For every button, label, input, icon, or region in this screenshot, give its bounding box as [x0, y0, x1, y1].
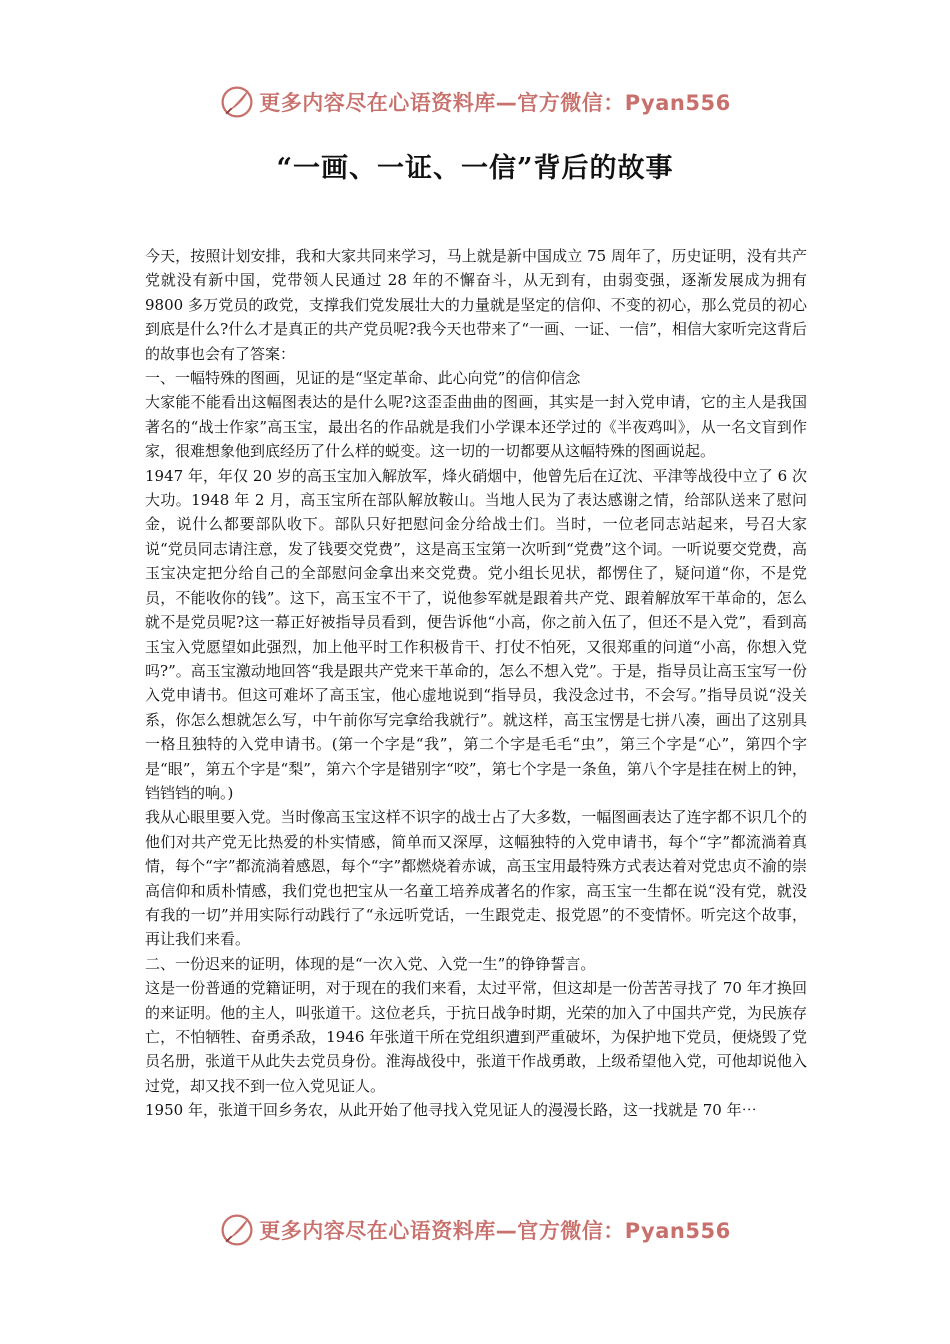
document-title: “一画、一证、一信”背后的故事 — [276, 153, 674, 184]
section-heading-1: 一、一幅特殊的图画，见证的是“坚定革命、此心向党”的信仰信念 — [145, 369, 581, 388]
paragraph: 1947 年，年仅 20 岁的高玉宝加入解放军，烽火硝烟中，他曾先后在辽沈、平津等战役中立了 6 次大功。1948 年 2 月，高玉宝所在部队解放鞍山。当地人民为了表达感谢之情，给部队送来了慰问金，说什么都要部队收下。部队只好把慰问金分给战士们。当时，一位老同志站起来，号召大家说“党员同志请注意，发了钱要交党费”，这是高玉宝第一次听到“党费”这个词。一听说要交党费，高玉宝决定把分给自己的全部慰问金拿出来交党费。党小组长见状，都愣住了，疑问道“你，不是党员，不能收你的钱”。这下，高玉宝不干了，说他参军就是跟着共产党、跟着解放军干革命的，怎么就不是党员呢?这一幕正好被指导员看到，便告诉他“小高，你之前入伍了，但还不是入党”，看到高玉宝入党愿望如此强烈，加上他平时工作积极肯干、打仗不怕死，又很郑重的问道“小高，你想入党吗?”。高玉宝激动地回答“我是跟共产党来干革命的，怎么不想入党”。于是，指导员让高玉宝写一份入党申请书。但这可难坏了高玉宝，他心虚地说到“指导员，我没念过书，不会写。”指导员说“没关系，你怎么想就怎么写，中午前你写完拿给我就行”。就这样，高玉宝愣是七拼八凑，画出了这别具一格且独特的入党申请书。(第一个字是“我”，第二个字是毛毛“虫”，第三个字是“心”，第四个字是“眼”，第五个字是“梨”，第六个字是错别字“咬”，第七个字是一条鱼，第八个字是挂在树上的钟，铛铛铛的响。) — [145, 466, 807, 802]
footer-banner — [0, 1208, 950, 1252]
header-banner-text: 更多内容尽在心语资料库—官方微信：Pyan556 — [259, 91, 731, 115]
paragraph-intro: 今天，按照计划安排，我和大家共同来学习，马上就是新中国成立 75 周年了，历史证明，没有共产党就没有新中国，党带领人民通过 28 年的不懈奋斗，从无到有，由弱变强，逐渐发展成为拥有 9800 多万党员的政党，支撑我们党发展壮大的力量就是坚定的信仰、不变的初心，那么党员的初心到底是什么?什么才是真正的共产党员呢?我今天也带来了“一画、一证、一信”，相信大家听完这背后的故事也会有了答案： — [145, 247, 807, 363]
paragraph: 我从心眼里要入党。当时像高玉宝这样不识字的战士占了大多数，一幅图画表达了连字都不识几个的他们对共产党无比热爱的朴实情感，简单而又深厚，这幅独特的入党申请书，每个“字”都流淌着真情，每个“字”都流淌着感恩，每个“字”都燃烧着赤诚，高玉宝用最特殊方式表达着对党忠贞不渝的崇高信仰和质朴情感，我们党也把宝从一名童工培养成著名的作家，高玉宝一生都在说“没有党，就没有我的一切”并用实际行动践行了“永远听党话，一生跟党走、报党恩”的不变情怀。听完这个故事，再让我们来看。 — [145, 808, 807, 949]
quill-logo-icon — [219, 1212, 255, 1248]
quill-logo-icon — [219, 84, 255, 120]
paragraph: 1950 年，张道干回乡务农，从此开始了他寻找入党见证人的漫漫长路，这一找就是 70 年⋯ — [145, 1101, 757, 1120]
document-body — [145, 244, 807, 1123]
paragraph: 这是一份普通的党籍证明，对于现在的我们来看，太过平常，但这却是一份苦苦寻找了 70 年才换回的来证明。他的主人，叫张道干。这位老兵，于抗日战争时期，光荣的加入了中国共产党，为民族存亡，不怕牺牲、奋勇杀敌，1946 年张道干所在党组织遭到严重破坏，为保护地下党员，便烧毁了党员名册，张道干从此失去党员身份。淮海战役中，张道干作战勇敢，上级希望他入党，可他却说他入过党，却又找不到一位入党见证人。 — [145, 979, 807, 1095]
footer-banner-text: 更多内容尽在心语资料库—官方微信：Pyan556 — [259, 1219, 731, 1243]
section-heading-2: 二、一份迟来的证明，体现的是“一次入党、入党一生”的铮铮誓言。 — [145, 954, 596, 973]
header-banner — [0, 80, 950, 124]
paragraph: 大家能不能看出这幅图表达的是什么呢?这歪歪曲曲的图画，其实是一封入党申请，它的主人是我国著名的“战士作家”高玉宝，最出名的作品就是我们小学课本还学过的《半夜鸡叫》，从一名文盲到作家，很难想象他到底经历了什么样的蜕变。这一切的一切都要从这幅特殊的图画说起。 — [145, 393, 807, 461]
